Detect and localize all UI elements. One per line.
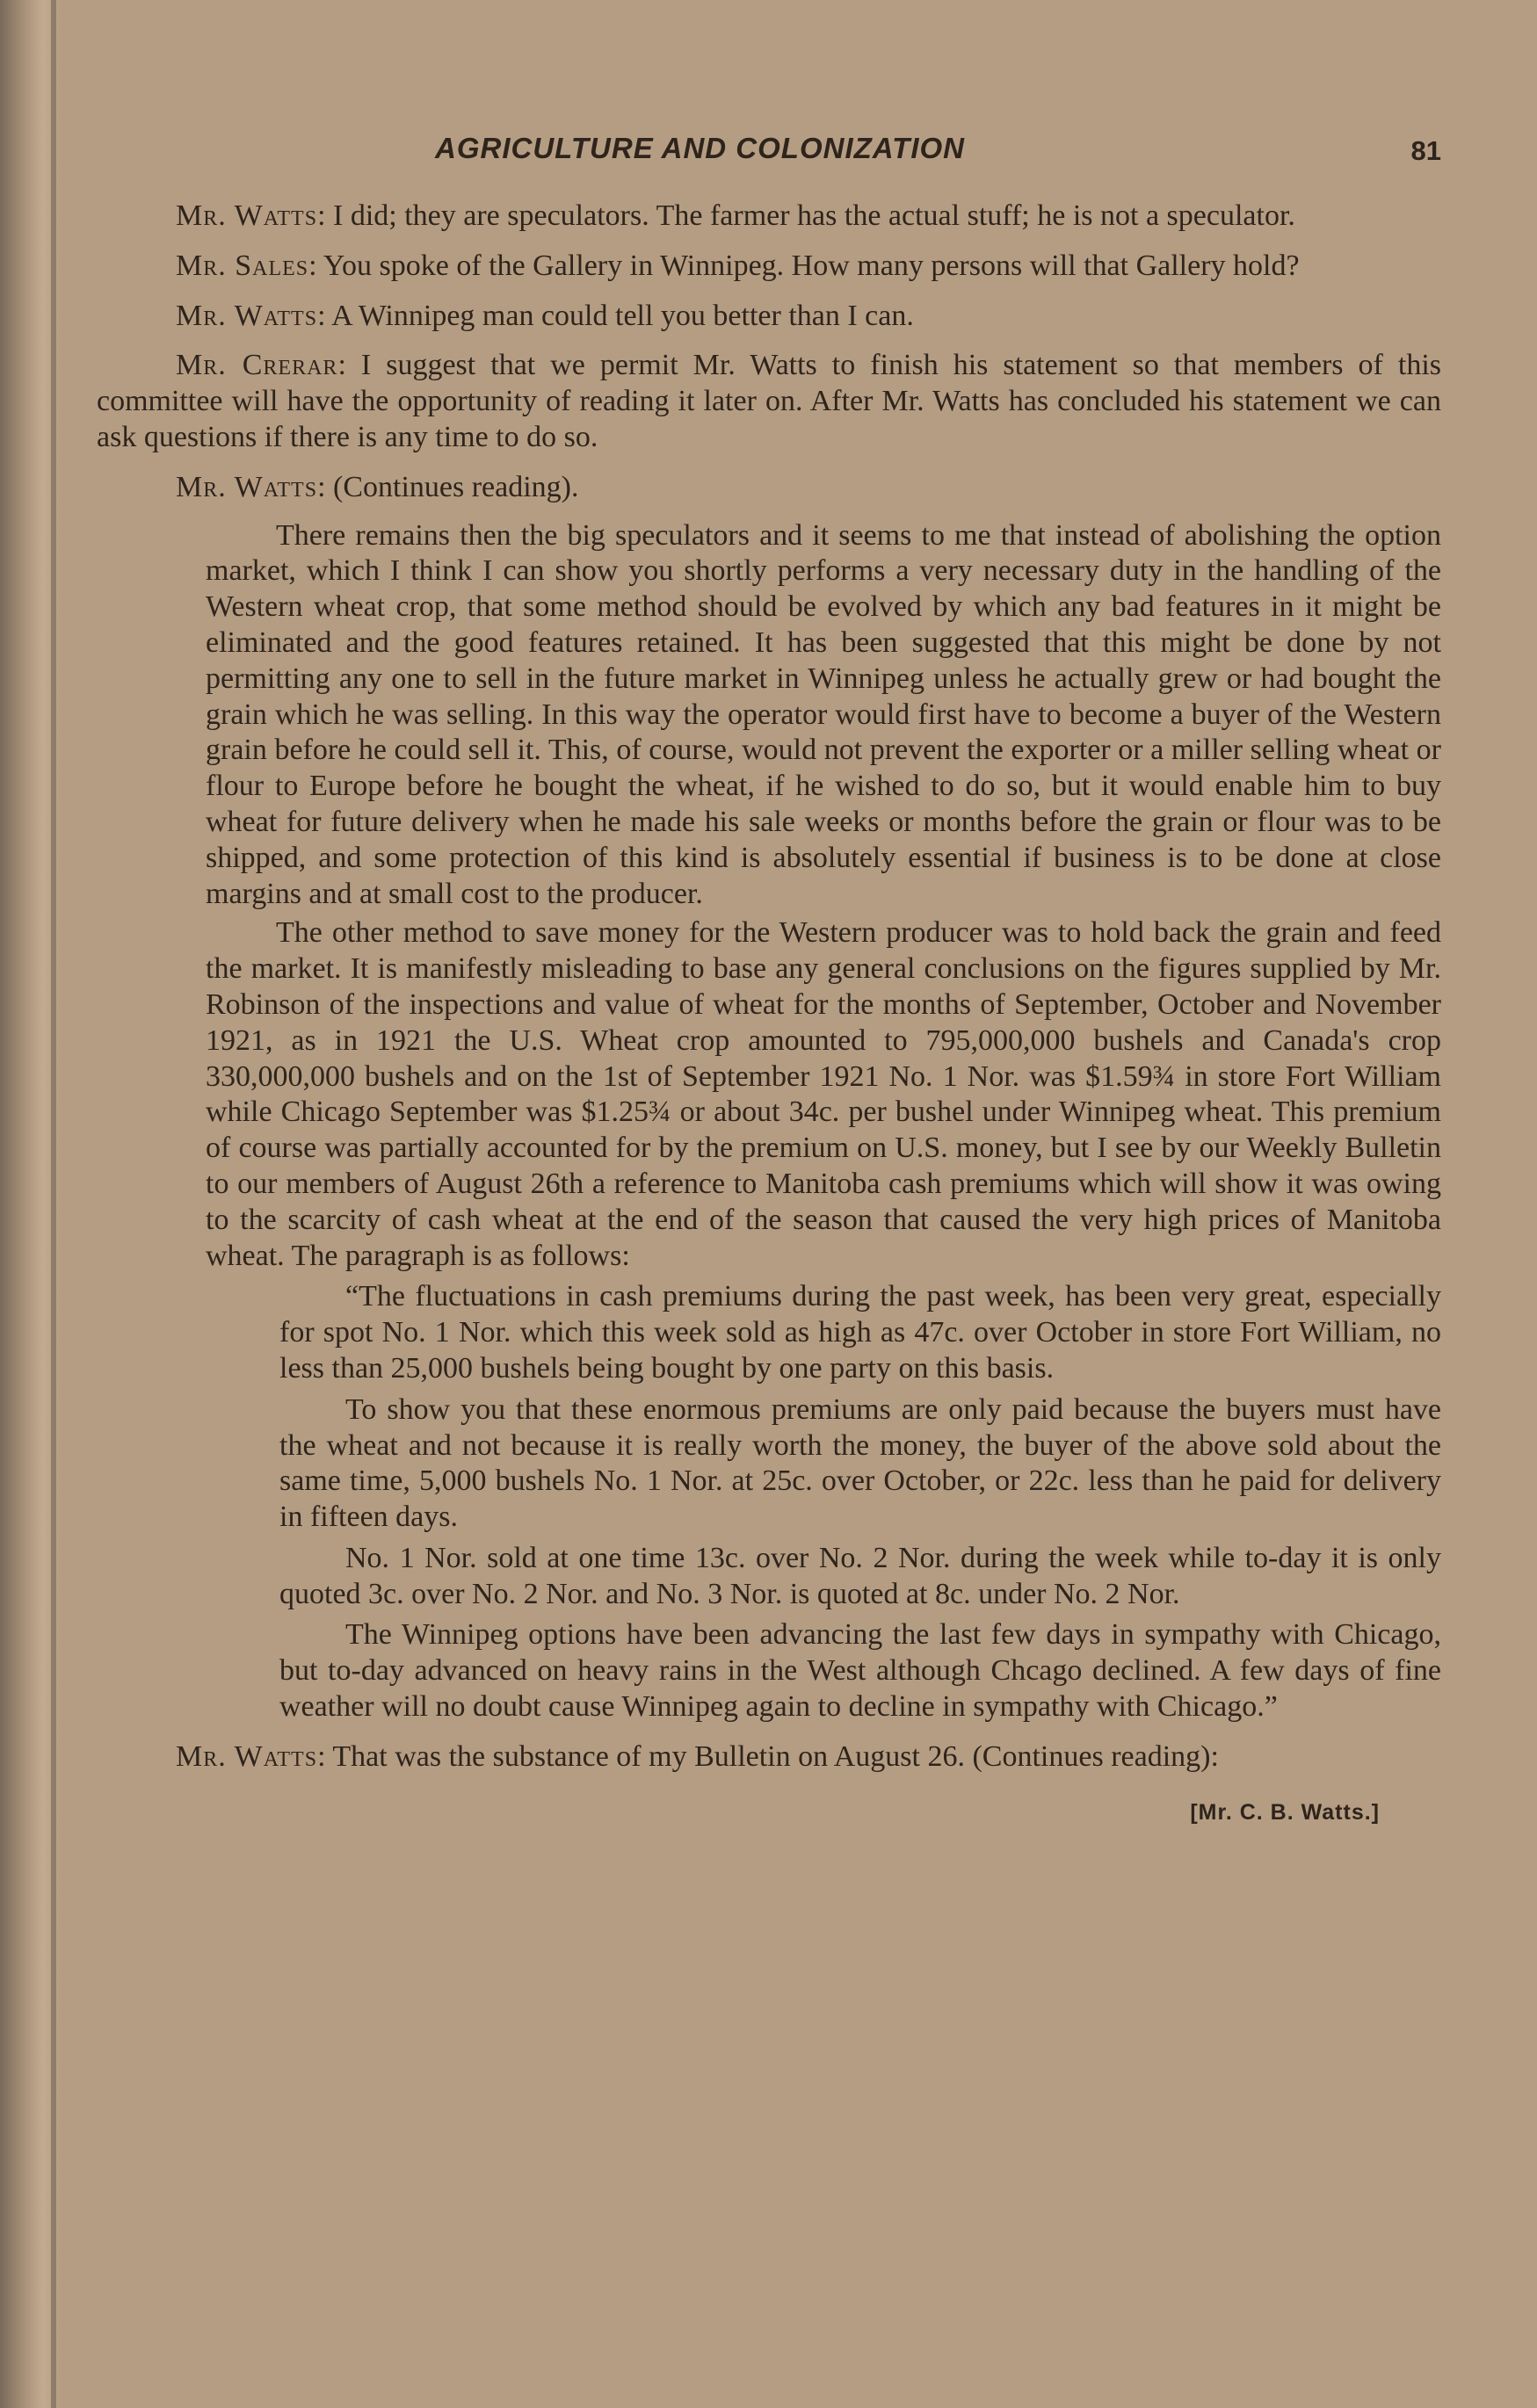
page-title: AGRICULTURE AND COLONIZATION [435,132,966,164]
speaker-name: Mr. Crerar [176,349,338,382]
dialogue-text: I suggest that we permit Mr. Watts to finish his statement so that members of this committee will have the opportunity of reading it later on. After Mr. Watts has concluded his statement we can ask questions if there is any time to do so. [97,349,1441,453]
dialogue-line: Mr. Watts: (Continues reading). [176,470,579,503]
running-header [97,132,1441,184]
dialogue-line: Mr. Sales: You spoke of the Gallery in Winnipeg. How many persons will that Gallery hold? [176,249,1300,282]
bulletin-paragraph: No. 1 Nor. sold at one time 13c. over No. 2 Nor. during the week while to-day it is only quoted 3c. over No. 2 Nor. and No. 3 Nor. is quoted at 8c. under No. 2 Nor. [279,1541,1441,1610]
dialogue-text: A Winnipeg man could tell you better than I can. [331,299,914,332]
page-number: 81 [1410,135,1441,166]
statement-paragraph: The other method to save money for the Western producer was to hold back the grain and feed the market. It is manifestly misleading to base any general conclusions on the figures supplied by Mr. Robinson of the inspections and value of wheat for the months of September, October and November 1921, as in 1921 the U.S. Wheat crop amounted to 795,000,000 bushels and Canada's crop 330,000,000 bushels and on the 1st of September 1921 No. 1 Nor. was $1.59¾ in store Fort William while Chicago September was $1.25¾ or about 34c. per bushel under Winnipeg wheat. This premium of course was partially accounted for by the premium on U.S. money, but I see by our Weekly Bulletin to our members of August 26th a reference to Manitoba cash premiums which will show it was owing to the scarcity of cash wheat at the end of the season that caused the very high prices of Manitoba wheat. The paragraph is as follows: [206,916,1441,1272]
speaker-name: Mr. Watts [176,470,318,503]
bulletin-quote [279,1279,1441,1725]
speaker-name: Mr. Sales [176,249,309,282]
dialogue-text: That was the substance of my Bulletin on August 26. (Continues reading): [332,1739,1219,1773]
speaker-name: Mr. Watts [176,1739,318,1773]
dialogue-text: (Continues reading). [333,470,579,503]
speaker-name: Mr. Watts [176,299,318,332]
dialogue-line: Mr. Watts: I did; they are speculators. The farmer has the actual stuff; he is not a speculator. [176,199,1295,232]
speaker-attribution: [Mr. C. B. Watts.] [1190,1799,1380,1825]
dialogue-line: Mr. Crerar: I suggest that we permit Mr. Watts to finish his statement so that members of this committee will have the opportunity of reading it later on. After Mr. Watts has concluded his statement we can ask questions if there is any time to do so. [97,349,1441,453]
bulletin-paragraph: The Winnipeg options have been advancing the last few days in sympathy with Chicago, but to-day advanced on heavy rains in the West although Chcago declined. A few days of fine weather will no doubt cause Winnipeg again to decline in sympathy with Chicago.” [279,1618,1441,1724]
bulletin-paragraph: To show you that these enormous premiums are only paid because the buyers must have the wheat and not because it is really worth the money, the buyer of the above sold about the same time, 5,000 bushels No. 1 Nor. at 25c. over October, or 22c. less than he paid for delivery in fifteen days. [279,1392,1441,1534]
dialogue-text: You spoke of the Gallery in Winnipeg. How many persons will that Gallery hold? [323,249,1300,282]
binding-edge [51,0,56,2408]
page-content [97,132,1441,1826]
dialogue-line: Mr. Watts: That was the substance of my Bulletin on August 26. (Continues reading): [176,1739,1219,1773]
dialogue-line: Mr. Watts: A Winnipeg man could tell you better than I can. [176,299,914,332]
dialogue-text: I did; they are speculators. The farmer has the actual stuff; he is not a speculator. [333,199,1295,232]
speaker-name: Mr. Watts [176,199,318,232]
bulletin-paragraph: “The fluctuations in cash premiums during the past week, has been very great, especially for spot No. 1 Nor. which this week sold as high as 47c. over October in store Fort William, no less than 25,000 bushels being bought by one party on this basis. [279,1280,1441,1385]
statement-paragraph: There remains then the big speculators and it seems to me that instead of abolishing the option market, which I think I can show you shortly performs a very necessary duty in the handling of the Western wheat crop, that some method should be evolved by which any bad features in it might be eliminated and the good features retained. It has been suggested that this might be done by not permitting any one to sell in the future market in Winnipeg unless he actually grew or had bought the grain which he was selling. In this way the operator would first have to become a buyer of the Western grain before he could sell it. This, of course, would not prevent the exporter or a miller selling wheat or flour to Europe before he bought the wheat, if he wished to do so, but it would enable him to buy wheat for future delivery when he made his sale weeks or months before the grain or flour was to be shipped, and some protection of this kind is absolutely essential if business is to be done at close margins and at small cost to the producer. [206,518,1441,910]
statement-block [206,518,1441,1725]
